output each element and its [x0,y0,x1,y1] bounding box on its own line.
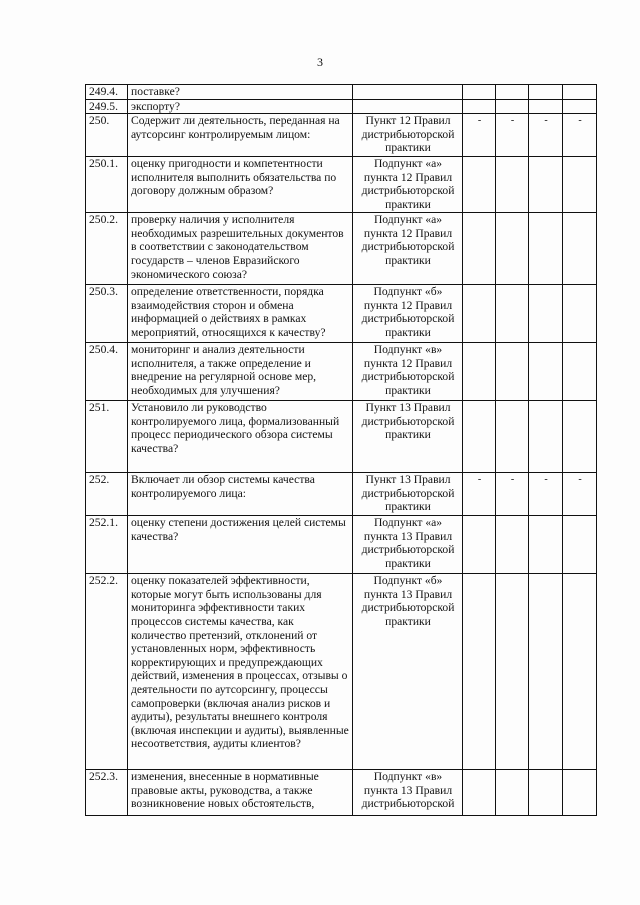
answer-cell-1: - [463,473,496,516]
answer-cell-3: - [529,114,563,157]
legal-reference: Пункт 13 Правил дистрибьюторской практики [353,401,463,473]
question-text: Установило ли руководство контролируемого лица, формализованный процесс периодического обзора системы качества? [128,401,353,473]
answer-cell-2 [496,157,529,213]
item-number: 250.4. [86,343,128,401]
table-row [86,343,597,401]
question-text: оценку пригодности и компетентности исполнителя выполнить обязательства по договору должным образом? [128,157,353,213]
legal-reference: Подпункт «в» пункта 12 Правил дистрибьюторской практики [353,343,463,401]
item-number: 249.5. [86,99,128,114]
answer-cell-1 [463,85,496,100]
answer-cell-1 [463,574,496,770]
answer-cell-2 [496,99,529,114]
question-text: изменения, внесенные в нормативные правовые акты, руководства, а также возникновение новых обстоятельств, [128,770,353,816]
answer-cell-2: - [496,114,529,157]
item-number: 252.2. [86,574,128,770]
legal-reference: Подпункт «а» пункта 13 Правил дистрибьюторской практики [353,516,463,574]
answer-cell-1 [463,99,496,114]
legal-reference: Подпункт «б» пункта 13 Правил дистрибьюторской практики [353,574,463,770]
table-row [86,574,597,770]
answer-cell-2 [496,343,529,401]
item-number: 250.3. [86,285,128,343]
question-text: оценку степени достижения целей системы качества? [128,516,353,574]
question-text: проверку наличия у исполнителя необходимых разрешительных документов в соответствии с законодательством государств – членов Евразийского экономического союза? [128,213,353,285]
answer-cell-1 [463,401,496,473]
answer-cell-2 [496,285,529,343]
answer-cell-3 [529,85,563,100]
answer-cell-1: - [463,114,496,157]
answer-cell-1 [463,516,496,574]
checklist-table [85,84,597,816]
answer-cell-2 [496,770,529,816]
table-row [86,213,597,285]
answer-cell-3: - [529,473,563,516]
answer-cell-2 [496,574,529,770]
item-number: 252. [86,473,128,516]
item-number: 250. [86,114,128,157]
answer-cell-3 [529,343,563,401]
answer-cell-1 [463,343,496,401]
question-text: мониторинг и анализ деятельности исполнителя, а также определение и внедрение на регулярной основе мер, необходимых для улучшения? [128,343,353,401]
legal-reference [353,99,463,114]
item-number: 251. [86,401,128,473]
answer-cell-1 [463,770,496,816]
legal-reference: Пункт 12 Правил дистрибьюторской практики [353,114,463,157]
legal-reference [353,85,463,100]
answer-cell-3 [529,157,563,213]
answer-cell-4 [563,343,597,401]
answer-cell-3 [529,213,563,285]
legal-reference: Подпункт «а» пункта 12 Правил дистрибьюторской практики [353,213,463,285]
legal-reference: Подпункт «б» пункта 12 Правил дистрибьюторской практики [353,285,463,343]
item-number: 250.2. [86,213,128,285]
answer-cell-4: - [563,114,597,157]
legal-reference: Подпункт «а» пункта 12 Правил дистрибьюторской практики [353,157,463,213]
table-row [86,99,597,114]
answer-cell-4 [563,99,597,114]
item-number: 252.1. [86,516,128,574]
question-text: Включает ли обзор системы качества контролируемого лица: [128,473,353,516]
answer-cell-4 [563,157,597,213]
table-row [86,473,597,516]
table-row [86,516,597,574]
legal-reference: Пункт 13 Правил дистрибьюторской практики [353,473,463,516]
table-row [86,157,597,213]
question-text: Содержит ли деятельность, переданная на аутсорсинг контролируемым лицом: [128,114,353,157]
answer-cell-4: - [563,473,597,516]
question-text: определение ответственности, порядка взаимодействия сторон и обмена информацией о действиях в рамках мероприятий, относящихся к качеству? [128,285,353,343]
answer-cell-3 [529,401,563,473]
item-number: 250.1. [86,157,128,213]
page-number: 3 [317,55,323,69]
answer-cell-2 [496,516,529,574]
table-row [86,114,597,157]
answer-cell-4 [563,770,597,816]
table-row [86,85,597,100]
answer-cell-4 [563,285,597,343]
answer-cell-1 [463,285,496,343]
answer-cell-2 [496,401,529,473]
answer-cell-2 [496,85,529,100]
answer-cell-2: - [496,473,529,516]
question-text: оценку показателей эффективности, которые могут быть использованы для мониторинга эффективности таких процессов системы качества, как количество претензий, отклонений от установленных норм, эффективность корректирующих и предупреждающих действий, изменения в процессах, отзывы о деятельности по аутсорсингу, процессы самопроверки (включая анализ рисков и аудиты), результаты внешнего контроля (включая инспекции и аудиты), выявленные несоответствия, аудиты клиентов? [128,574,353,770]
answer-cell-3 [529,574,563,770]
legal-reference: Подпункт «в» пункта 13 Правил дистрибьюторской [353,770,463,816]
answer-cell-4 [563,401,597,473]
answer-cell-2 [496,213,529,285]
answer-cell-3 [529,285,563,343]
answer-cell-3 [529,516,563,574]
answer-cell-4 [563,213,597,285]
table-row [86,770,597,816]
answer-cell-1 [463,157,496,213]
answer-cell-4 [563,516,597,574]
question-text: экспорту? [128,99,353,114]
item-number: 252.3. [86,770,128,816]
answer-cell-4 [563,85,597,100]
answer-cell-3 [529,99,563,114]
table-row [86,401,597,473]
item-number: 249.4. [86,85,128,100]
answer-cell-1 [463,213,496,285]
table-row [86,285,597,343]
question-text: поставке? [128,85,353,100]
answer-cell-4 [563,574,597,770]
answer-cell-3 [529,770,563,816]
